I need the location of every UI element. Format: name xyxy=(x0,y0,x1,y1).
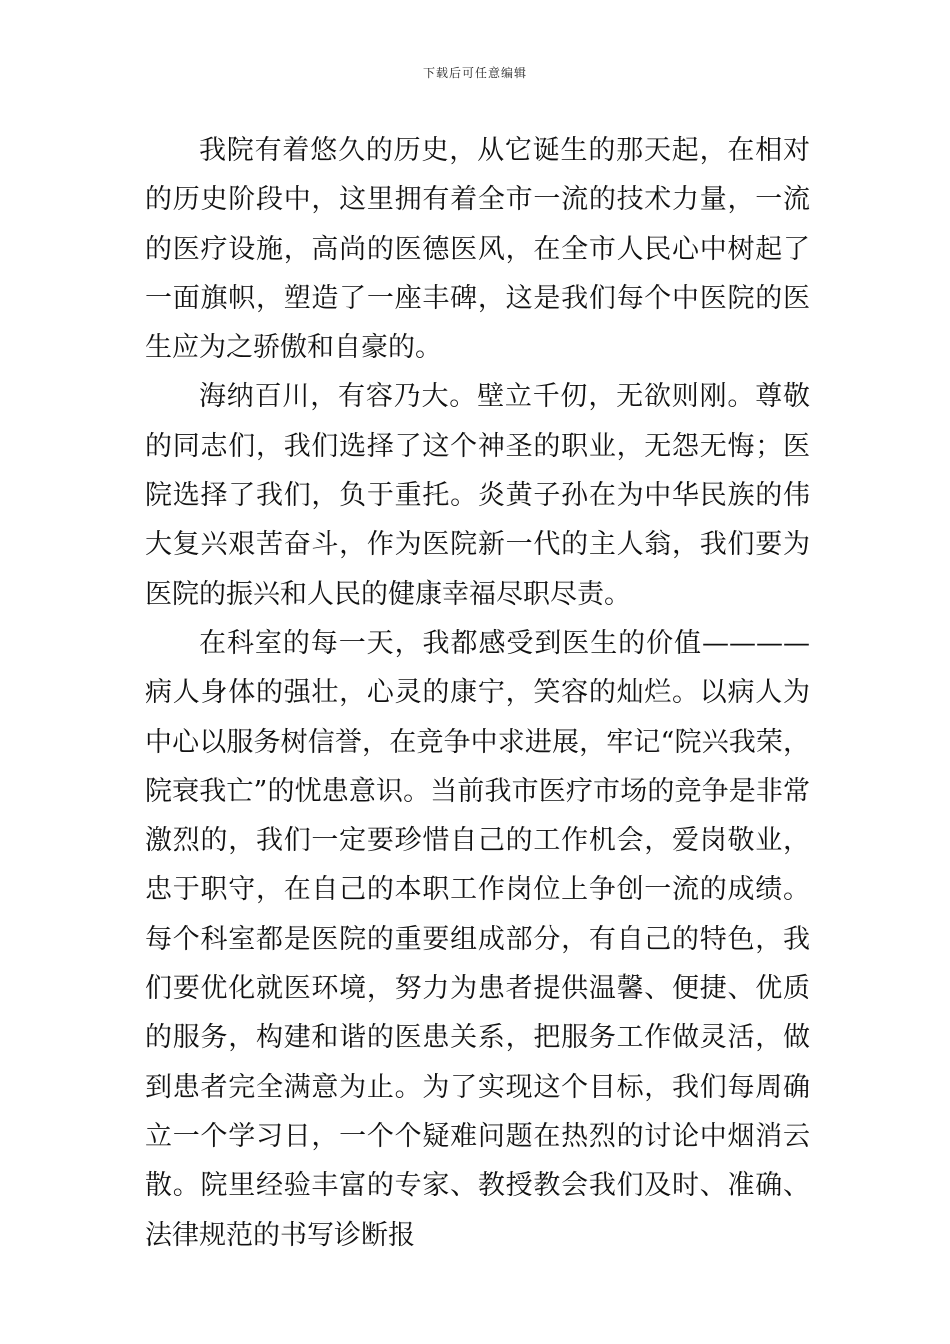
paragraph-1: 我院有着悠久的历史，从它诞生的那天起，在相对的历史阶段中，这里拥有着全市一流的技术力量，一流的医疗设施，高尚的医德医风，在全市人民心中树起了一面旗帜，塑造了一座丰碑，这是我们每个中医院的医生应为之骄傲和自豪的。 xyxy=(145,135,810,364)
paragraph-3: 在科室的每一天，我都感受到医生的价值————病人身体的强壮，心灵的康宁，笑容的灿烂。以病人为中心以服务树信誉，在竞争中求进展，牢记“院兴我荣，院衰我亡”的忧患意识。当前我市医疗市场的竞争是非常激烈的，我们一定要珍惜自己的工作机会，爱岗敬业，忠于职守，在自己的本职工作岗位上争创一流的成绩。每个科室都是医院的重要组成部分，有自己的特色，我们要优化就医环境，努力为患者提供温馨、便捷、优质的服务，构建和谐的医患关系，把服务工作做灵活，做到患者完全满意为止。为了实现这个目标，我们每周确立一个学习日，一个个疑难问题在热烈的讨论中烟消云散。院里经验丰富的专家、教授教会我们及时、准确、法律规范的书写诊断报 xyxy=(145,627,810,1251)
document-body xyxy=(145,126,810,1260)
paragraph-2: 海纳百川，有容乃大。壁立千仞，无欲则刚。尊敬的同志们，我们选择了这个神圣的职业，无怨无悔；医院选择了我们，负于重托。炎黄子孙在为中华民族的伟大复兴艰苦奋斗，作为医院新一代的主人翁，我们要为医院的振兴和人民的健康幸福尽职尽责。 xyxy=(145,381,810,610)
page-header: 下载后可任意编辑 xyxy=(422,66,527,80)
